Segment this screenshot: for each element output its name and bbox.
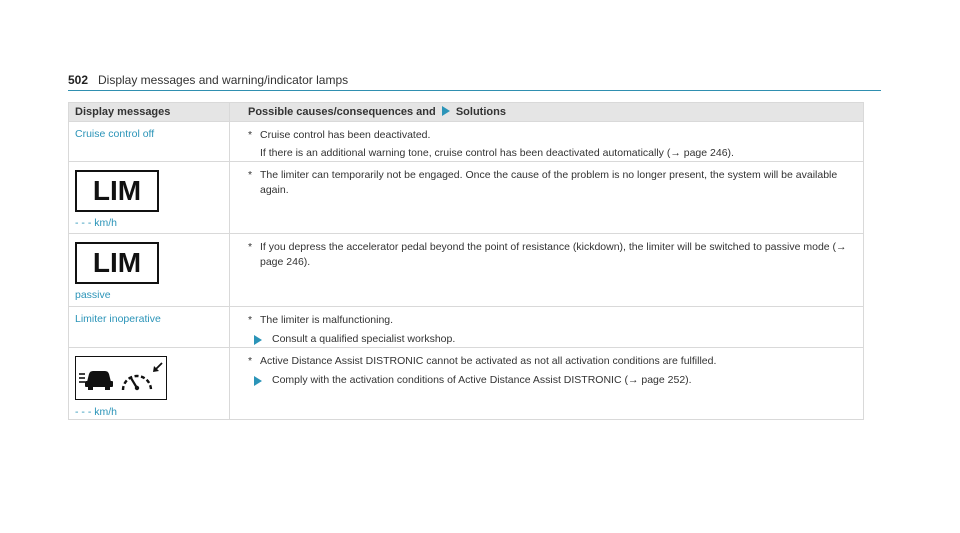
page-number: 502 xyxy=(68,73,89,87)
solution-step xyxy=(248,373,863,388)
cause-extra xyxy=(248,146,863,161)
table-row xyxy=(69,307,864,348)
running-title: Display messages and warning/indicator lamps xyxy=(98,73,349,87)
bullet-star: * xyxy=(248,129,253,141)
table-row xyxy=(69,234,864,307)
column-header-display: Display messages xyxy=(69,103,230,122)
display-messages-table xyxy=(68,102,864,420)
cause-text: If you depress the accelerator pedal beyond the point of resistance (kickdown), the limiter will be switched to passive mode (→ page 246). xyxy=(260,241,847,268)
cause-cell xyxy=(230,307,864,348)
cause-cell xyxy=(230,162,864,234)
display-message: - - - km/h xyxy=(75,217,117,229)
cause-extra-text: If there is an additional warning tone, cruise control has been deactivated automatically (→ page 246). xyxy=(260,147,734,159)
cause-text: Cruise control has been deactivated. xyxy=(260,129,431,141)
display-cell xyxy=(69,122,230,162)
distronic-icon xyxy=(75,356,229,403)
cause-text: The limiter can temporarily not be engaged. Once the cause of the problem is no longer present, the system will be available again. xyxy=(260,169,838,196)
bullet-star: * xyxy=(248,241,253,253)
display-cell xyxy=(69,234,230,307)
cause-cell xyxy=(230,234,864,307)
limiter-lim-icon: LIM xyxy=(75,242,159,284)
cause-cell xyxy=(230,348,864,420)
cause-text: Active Distance Assist DISTRONIC cannot be activated as not all activation conditions are fulfilled. xyxy=(260,355,717,367)
table-row xyxy=(69,162,864,234)
causes-label: Possible causes/consequences and xyxy=(248,106,436,118)
cause-item xyxy=(248,354,863,369)
display-message: - - - km/h xyxy=(75,406,117,418)
limiter-lim-icon: LIM xyxy=(75,170,159,212)
action-arrow-icon xyxy=(442,106,450,116)
bullet-star: * xyxy=(248,314,253,326)
cause-item xyxy=(248,128,863,143)
cause-cell xyxy=(230,122,864,162)
cause-item xyxy=(248,240,863,270)
cause-text: The limiter is malfunctioning. xyxy=(260,314,394,326)
display-cell xyxy=(69,162,230,234)
action-arrow-icon xyxy=(254,335,262,345)
cause-item xyxy=(248,168,863,198)
bullet-star: * xyxy=(248,169,253,181)
table-row xyxy=(69,348,864,420)
solutions-label: Solutions xyxy=(455,106,506,118)
solution-text: Comply with the activation conditions of Active Distance Assist DISTRONIC (→ page 252). xyxy=(272,374,692,386)
display-message: Limiter inoperative xyxy=(75,313,161,325)
page-header xyxy=(68,73,881,91)
column-header-causes xyxy=(230,103,864,122)
solution-step xyxy=(248,332,863,347)
bullet-star: * xyxy=(248,355,253,367)
display-cell xyxy=(69,348,230,420)
display-message: passive xyxy=(75,289,111,301)
display-cell xyxy=(69,307,230,348)
table-header-row xyxy=(69,103,864,122)
action-arrow-icon xyxy=(254,376,262,386)
solution-text: Consult a qualified specialist workshop. xyxy=(272,333,456,345)
display-message: Cruise control off xyxy=(75,128,155,140)
cause-item xyxy=(248,313,863,328)
table-row xyxy=(69,122,864,162)
